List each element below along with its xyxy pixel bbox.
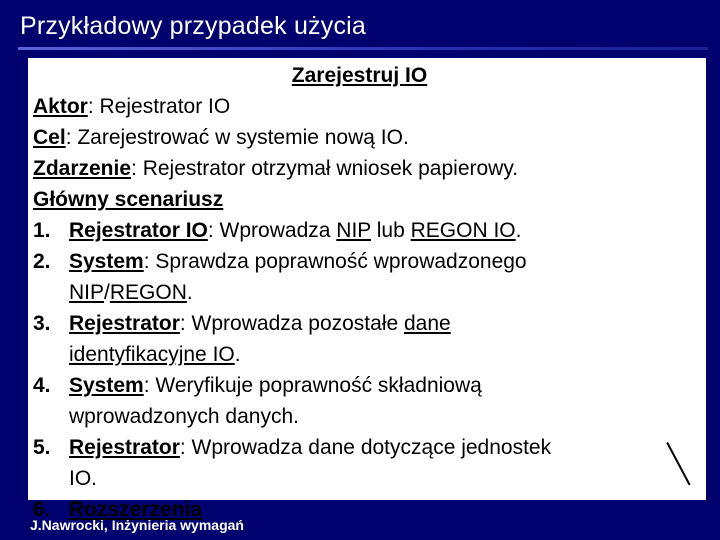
panel-edge (706, 58, 709, 500)
slide-title: Przykładowy przypadek użycia (20, 12, 367, 40)
scenario-heading: Główny scenariusz (33, 188, 224, 211)
use-case-panel (28, 58, 706, 521)
use-case-name: Zarejestruj IO (291, 64, 428, 87)
step-actor: Rejestrator (69, 436, 180, 459)
step-text: : Sprawdza poprawność wprowadzonego (143, 250, 527, 273)
step-text: wprowadzonych danych. (69, 405, 299, 428)
scenario-step-4 (33, 370, 706, 432)
regon-io-link[interactable]: REGON IO (410, 219, 516, 242)
dane-link[interactable]: dane (404, 312, 451, 335)
scenario-step-5 (33, 432, 706, 494)
actor-value: : Rejestrator IO (87, 95, 231, 118)
step-number: 3. (33, 312, 51, 335)
step-text: : Weryfikuje poprawność składniową (143, 374, 482, 397)
step-text: lub (370, 219, 411, 242)
scenario-step-3 (33, 308, 706, 370)
title-divider (18, 47, 708, 50)
step-text: IO. (69, 467, 98, 490)
event-label: Zdarzenie (33, 157, 132, 180)
step-text: : Wprowadza pozostałe (179, 312, 404, 335)
actor-label: Aktor (33, 95, 88, 118)
goal-value: : Zarejestrować w systemie nową IO. (65, 126, 409, 149)
step-actor: System (69, 250, 144, 273)
scenario-step-2 (33, 246, 706, 308)
step-number: 1. (33, 219, 51, 242)
identification-data-link[interactable]: identyfikacyjne IO (69, 343, 235, 366)
step-text: : Wprowadza dane dotyczące jednostek (179, 436, 552, 459)
step-text: . (234, 343, 241, 366)
step-actor: Rejestrator (69, 312, 180, 335)
nip-link[interactable]: NIP (336, 219, 371, 242)
step-number: 6. (33, 498, 51, 521)
step-actor: System (69, 374, 144, 397)
step-text: : Wprowadza (207, 219, 337, 242)
step-actor: Rejestrator IO (69, 219, 208, 242)
step-number: 4. (33, 374, 51, 397)
step-number: 2. (33, 250, 51, 273)
step-text: / (104, 281, 110, 304)
nip-link[interactable]: NIP (69, 281, 105, 304)
step-text: . (186, 281, 193, 304)
step-text: . (515, 219, 522, 242)
goal-label: Cel (33, 126, 66, 149)
slide-footer: J.Nawrocki, Inżynieria wymagań (30, 517, 244, 533)
event-row (33, 153, 706, 184)
step-number: 5. (33, 436, 51, 459)
actor-row (33, 91, 706, 122)
use-case-body (33, 60, 706, 525)
scenario-step-1 (33, 215, 706, 246)
goal-row (33, 122, 706, 153)
step-actor: Rozszerzenia (69, 498, 203, 521)
event-value: : Rejestrator otrzymał wniosek papierowy. (131, 157, 519, 180)
regon-link[interactable]: REGON (109, 281, 187, 304)
